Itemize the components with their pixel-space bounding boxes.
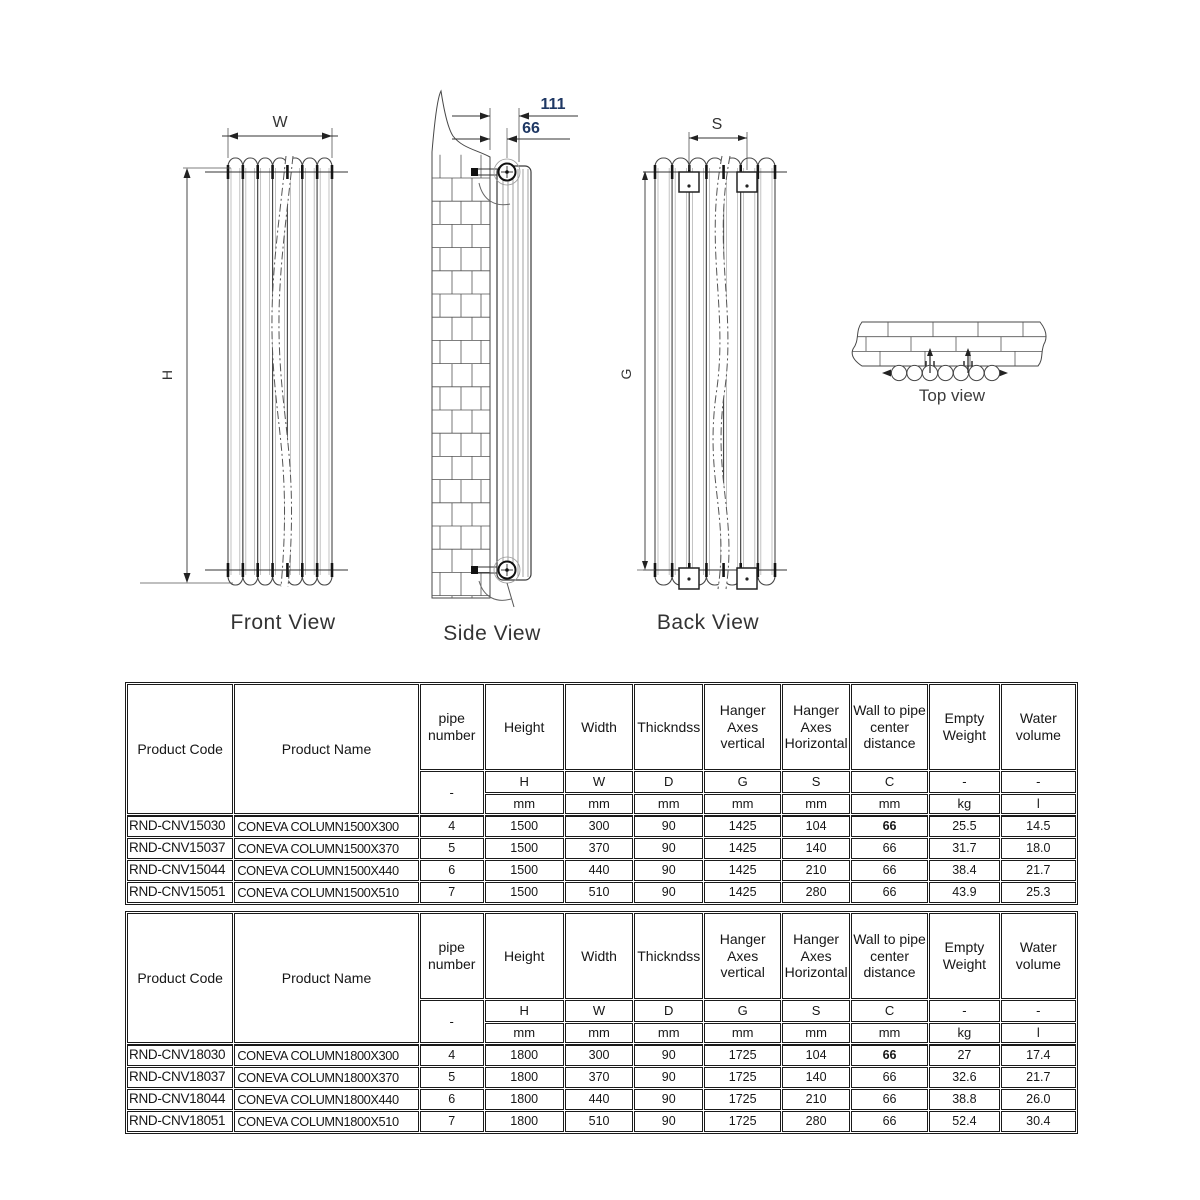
col-header: Hanger Axes Horizontal xyxy=(782,913,850,999)
table-cell: 1500 xyxy=(485,838,564,859)
table-cell: CONEVA COLUMN1500X440 xyxy=(234,860,418,881)
table-cell: 210 xyxy=(782,860,850,881)
table-cell: CONEVA COLUMN1500X300 xyxy=(234,815,418,837)
col-header: Height xyxy=(485,913,564,999)
table-cell: 1500 xyxy=(485,882,564,903)
table-cell: RND-CNV18044 xyxy=(127,1089,233,1110)
symbol-cell: S xyxy=(782,1000,850,1022)
symbol-cell: - xyxy=(420,1000,484,1043)
table-cell: 90 xyxy=(634,1044,703,1066)
symbol-cell: H xyxy=(485,771,564,793)
symbol-cell: - xyxy=(420,771,484,814)
table-cell: 104 xyxy=(782,815,850,837)
table-cell: 90 xyxy=(634,1067,703,1088)
unit-cell: mm xyxy=(565,794,634,814)
table-cell: 1500 xyxy=(485,815,564,837)
table-cell: 38.4 xyxy=(929,860,1000,881)
unit-cell: kg xyxy=(929,1023,1000,1043)
unit-cell: mm xyxy=(704,794,781,814)
col-header: Thickndss xyxy=(634,684,703,770)
table-cell: RND-CNV15037 xyxy=(127,838,233,859)
table-cell: 7 xyxy=(420,1111,484,1132)
unit-cell: mm xyxy=(704,1023,781,1043)
table-cell: 300 xyxy=(565,815,634,837)
table-cell: 30.4 xyxy=(1001,1111,1076,1132)
table-cell: 1725 xyxy=(704,1044,781,1066)
table-cell: 300 xyxy=(565,1044,634,1066)
table-cell: 52.4 xyxy=(929,1111,1000,1132)
dim-w-label: W xyxy=(272,114,288,131)
col-header: Product Code xyxy=(127,684,233,814)
symbol-cell: W xyxy=(565,771,634,793)
col-header: Product Name xyxy=(234,684,418,814)
col-header: Product Name xyxy=(234,913,418,1043)
side-view-label: Side View xyxy=(443,622,541,645)
table-row xyxy=(127,860,1076,881)
table-cell: CONEVA COLUMN1800X510 xyxy=(234,1111,418,1132)
col-header: Width xyxy=(565,684,634,770)
table-cell: 90 xyxy=(634,860,703,881)
unit-cell: mm xyxy=(485,794,564,814)
table-cell: 1425 xyxy=(704,815,781,837)
spec-table-1 xyxy=(125,682,1078,905)
unit-cell: mm xyxy=(485,1023,564,1043)
col-header: Hanger Axes vertical xyxy=(704,684,781,770)
table-cell: 66 xyxy=(851,1089,928,1110)
front-view-label: Front View xyxy=(230,611,336,634)
table-cell: 370 xyxy=(565,1067,634,1088)
table-cell: RND-CNV18051 xyxy=(127,1111,233,1132)
table-cell: 66 xyxy=(851,882,928,903)
table-cell: 90 xyxy=(634,838,703,859)
table-cell: 90 xyxy=(634,1111,703,1132)
table-cell: 1500 xyxy=(485,860,564,881)
unit-cell: mm xyxy=(782,1023,850,1043)
table-cell: 510 xyxy=(565,882,634,903)
table-cell: 1725 xyxy=(704,1089,781,1110)
table-cell: RND-CNV18037 xyxy=(127,1067,233,1088)
table-cell: CONEVA COLUMN1800X440 xyxy=(234,1089,418,1110)
table-row xyxy=(127,882,1076,903)
table-cell: 280 xyxy=(782,882,850,903)
table-cell: 210 xyxy=(782,1089,850,1110)
col-header: Water volume xyxy=(1001,684,1076,770)
table-cell: 280 xyxy=(782,1111,850,1132)
table-cell: 90 xyxy=(634,1089,703,1110)
symbol-cell: C xyxy=(851,771,928,793)
table-cell: 6 xyxy=(420,860,484,881)
table-row xyxy=(127,1067,1076,1088)
dim-g-label: G xyxy=(618,368,634,380)
dim-h-label: H xyxy=(159,369,175,381)
table-cell: 27 xyxy=(929,1044,1000,1066)
table-cell: 5 xyxy=(420,838,484,859)
col-header: Empty Weight xyxy=(929,913,1000,999)
col-header: Width xyxy=(565,913,634,999)
col-header: Hanger Axes vertical xyxy=(704,913,781,999)
table-cell: 90 xyxy=(634,815,703,837)
table-cell: 510 xyxy=(565,1111,634,1132)
col-header: Height xyxy=(485,684,564,770)
table-cell: 440 xyxy=(565,1089,634,1110)
col-header: Hanger Axes Horizontal xyxy=(782,684,850,770)
table-cell: 1800 xyxy=(485,1067,564,1088)
symbol-cell: G xyxy=(704,1000,781,1022)
col-header: Water volume xyxy=(1001,913,1076,999)
unit-cell: mm xyxy=(634,794,703,814)
table-cell: 4 xyxy=(420,1044,484,1066)
table-row xyxy=(127,815,1076,837)
table-cell: 1725 xyxy=(704,1111,781,1132)
symbol-cell: - xyxy=(1001,771,1076,793)
table-cell: CONEVA COLUMN1500X510 xyxy=(234,882,418,903)
table-cell: 1425 xyxy=(704,882,781,903)
table-row xyxy=(127,1044,1076,1066)
table-cell: 1800 xyxy=(485,1044,564,1066)
unit-cell: l xyxy=(1001,794,1076,814)
table-cell: 6 xyxy=(420,1089,484,1110)
table-cell: 1725 xyxy=(704,1067,781,1088)
table-cell: 21.7 xyxy=(1001,860,1076,881)
table-cell: 14.5 xyxy=(1001,815,1076,837)
table-cell: RND-CNV15030 xyxy=(127,815,233,837)
table-cell: 1800 xyxy=(485,1111,564,1132)
col-header: pipe number xyxy=(420,913,484,999)
table-row xyxy=(127,838,1076,859)
dim-111-label: 111 xyxy=(540,96,566,113)
table-cell: 7 xyxy=(420,882,484,903)
symbol-cell: G xyxy=(704,771,781,793)
table-cell: RND-CNV18030 xyxy=(127,1044,233,1066)
unit-cell: mm xyxy=(851,794,928,814)
table-cell: 38.8 xyxy=(929,1089,1000,1110)
table-cell: CONEVA COLUMN1800X370 xyxy=(234,1067,418,1088)
table-cell: 66 xyxy=(851,838,928,859)
unit-cell: l xyxy=(1001,1023,1076,1043)
col-header: pipe number xyxy=(420,684,484,770)
table-cell: 440 xyxy=(565,860,634,881)
back-view-label: Back View xyxy=(656,611,760,634)
symbol-cell: C xyxy=(851,1000,928,1022)
unit-cell: mm xyxy=(782,794,850,814)
unit-cell: kg xyxy=(929,794,1000,814)
unit-cell: mm xyxy=(565,1023,634,1043)
table-cell: 370 xyxy=(565,838,634,859)
table-cell: 1425 xyxy=(704,838,781,859)
symbol-cell: - xyxy=(929,771,1000,793)
table-cell: RND-CNV15051 xyxy=(127,882,233,903)
table-row xyxy=(127,1111,1076,1132)
symbol-cell: - xyxy=(929,1000,1000,1022)
table-cell: 66 xyxy=(851,1111,928,1132)
symbol-cell: D xyxy=(634,1000,703,1022)
table-cell: 25.3 xyxy=(1001,882,1076,903)
table-cell: 43.9 xyxy=(929,882,1000,903)
col-header: Wall to pipe center distance xyxy=(851,913,928,999)
table-cell: 21.7 xyxy=(1001,1067,1076,1088)
table-row xyxy=(127,1089,1076,1110)
table-cell: 66 xyxy=(851,1067,928,1088)
table-cell: 140 xyxy=(782,838,850,859)
table-cell: 5 xyxy=(420,1067,484,1088)
col-header: Thickndss xyxy=(634,913,703,999)
table-cell: CONEVA COLUMN1500X370 xyxy=(234,838,418,859)
table-cell: 104 xyxy=(782,1044,850,1066)
table-cell: 66 xyxy=(851,1044,928,1066)
table-cell: 31.7 xyxy=(929,838,1000,859)
table-cell: 25.5 xyxy=(929,815,1000,837)
col-header: Wall to pipe center distance xyxy=(851,684,928,770)
table-cell: 4 xyxy=(420,815,484,837)
symbol-cell: H xyxy=(485,1000,564,1022)
spec-table-2 xyxy=(125,911,1078,1134)
table-cell: 66 xyxy=(851,860,928,881)
table-cell: 1800 xyxy=(485,1089,564,1110)
col-header: Empty Weight xyxy=(929,684,1000,770)
table-cell: 90 xyxy=(634,882,703,903)
table-cell: 66 xyxy=(851,815,928,837)
dim-s-label: S xyxy=(711,116,723,133)
spec-tables xyxy=(125,682,1078,1134)
dim-66-label: 66 xyxy=(522,120,540,137)
symbol-cell: D xyxy=(634,771,703,793)
table-cell: CONEVA COLUMN1800X300 xyxy=(234,1044,418,1066)
symbol-cell: - xyxy=(1001,1000,1076,1022)
symbol-cell: S xyxy=(782,771,850,793)
unit-cell: mm xyxy=(634,1023,703,1043)
unit-cell: mm xyxy=(851,1023,928,1043)
table-cell: 18.0 xyxy=(1001,838,1076,859)
top-view-label: Top view xyxy=(918,386,986,405)
table-cell: 140 xyxy=(782,1067,850,1088)
table-cell: 1425 xyxy=(704,860,781,881)
table-cell: RND-CNV15044 xyxy=(127,860,233,881)
table-cell: 32.6 xyxy=(929,1067,1000,1088)
col-header: Product Code xyxy=(127,913,233,1043)
symbol-cell: W xyxy=(565,1000,634,1022)
table-cell: 26.0 xyxy=(1001,1089,1076,1110)
table-cell: 17.4 xyxy=(1001,1044,1076,1066)
